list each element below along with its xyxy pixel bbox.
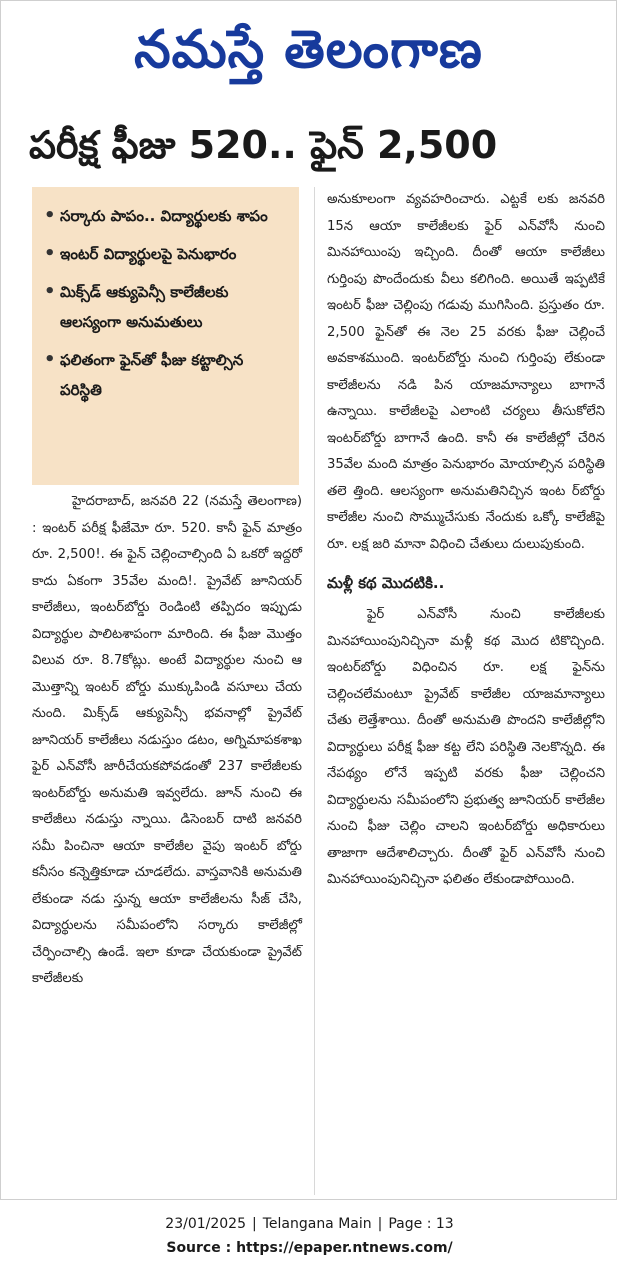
article-column-right	[327, 187, 605, 894]
highlight-item	[44, 345, 289, 405]
highlight-item	[44, 277, 289, 337]
highlight-item	[44, 239, 289, 269]
article-column-left	[32, 489, 302, 993]
newspaper-masthead: నమస్తే తెలంగాణ	[134, 19, 483, 80]
highlights-box	[32, 187, 299, 485]
source-label: Source :	[166, 1240, 237, 1256]
article-paragraph: ఫైర్ ఎన్‌వోసీ నుంచి కాలేజీలకు మినహాయింపునిచ్చినా మళ్లీ కథ మొద టికొచ్చింది. ఇంటర్‌బోర్డు విధించిన రూ. లక్ష ఫైన్‌ను చెల్లించలేమంటూ ప్రైవేట్ కాలేజీల యాజమాన్యాలు చేతు లెత్తేశాయి. దీంతో అనుమతి పొందని కాలేజీల్లోని విద్యార్థులు పరీక్ష ఫీజు కట్ట లేని పరిస్థితి నెలకొన్నది. ఈ నేపథ్యం లోనే ఇప్పటి వరకు ఫీజు చెల్లించని విద్యార్థులను సమీపంలోని ప్రభుత్వ జూనియర్ కాలేజీల నుంచి ఫీజు చెల్లిం చాలని ఇంటర్‌బోర్డు అధికారులు తాజాగా ఆదేశాలిచ్చారు. దీంతో ఫైర్ ఎన్‌వోసీ నుంచి మినహాయింపునిచ్చినా ఫలితం లేకుండాపోయింది.	[327, 607, 605, 887]
highlight-text: ఇంటర్ విద్యార్థులపై పెనుభారం	[60, 245, 237, 263]
highlight-text: ఫలితంగా ఫైన్‌తో ఫీజు కట్టాల్సిన పరిస్థితి	[60, 351, 244, 399]
article-subheading: మళ్లీ కథ మొదటికి..	[327, 574, 445, 592]
edition-name: Telangana Main	[262, 1216, 372, 1232]
bullet-icon: •	[44, 205, 56, 226]
source-link[interactable]: https://epaper.ntnews.com/	[236, 1240, 453, 1256]
bullet-icon: •	[44, 281, 56, 302]
clipping-info: 23/01/2025 | Telangana Main | Page : 13	[165, 1216, 454, 1232]
highlight-text: మిక్స్‌డ్ ఆక్యుపెన్సీ కాలేజీలకు ఆలస్యంగా అనుమతులు	[60, 283, 229, 331]
article-paragraph: అనుకూలంగా వ్యవహరించారు. ఎట్టకే లకు జనవరి 15న ఆయా కాలేజీలకు ఫైర్ ఎన్‌వోసీ నుంచి మినహాయింపు ఇచ్చింది. దీంతో ఆయా కాలేజీలు గుర్తింపు పొందేందుకు వీలు కలిగింది. అయితే ఇప్పటికే ఇంటర్ ఫీజు చెల్లింపు గడువు ముగిసింది. ప్రస్తుతం రూ. 2,500 ఫైన్‌తో ఈ నెల 25 వరకు ఫీజు చెల్లించే అవకాశముంది. ఇంటర్‌బోర్డు నుంచి గుర్తింపు లేకుండా కాలేజీలను నడి పిన యాజమాన్యాలు బాగానే ఉన్నాయి. కాలేజీలపై ఎలాంటి చర్యలు తీసుకోలేని ఇంటర్‌బోర్డు బాగానే ఉంది. కానీ ఈ కాలేజీల్లో చేరిన 35వేల మంది మాత్రం పెనుభారం మోయాల్సిన పరిస్థితి తలె త్తింది. ఆలస్యంగా అనుమతినిచ్చిన ఇంట ర్‌బోర్డు కాలేజీల నుంచి సొమ్ముచేసుకు నేందుకు ఒక్కో కాలేజీపై రూ. లక్ష జరి మానా విధించి చేతులు దులుపుకుంది.	[327, 192, 605, 552]
column-divider	[314, 187, 315, 1195]
page-number: Page : 13	[388, 1216, 454, 1232]
publication-date: 23/01/2025	[165, 1216, 246, 1232]
bullet-icon: •	[44, 349, 56, 370]
source-line	[0, 1240, 619, 1256]
highlight-item	[44, 201, 289, 231]
bullet-icon: •	[44, 243, 56, 264]
article-paragraph: హైదరాబాద్, జనవరి 22 (నమస్తే తెలంగాణ) : ఇంటర్ పరీక్ష ఫీజేమో రూ. 520. కానీ ఫైన్ మాత్రం రూ. 2,500!. ఈ ఫైన్ చెల్లించాల్సింది ఏ ఒకరో ఇద్దరో కాదు ఏకంగా 35వేల మంది!. ప్రైవేట్ జూనియర్ కాలేజీలు, ఇంటర్‌బోర్డు రెండింటి తప్పిదం ఇప్పుడు విద్యార్థుల పాలిటశాపంగా మారింది. ఈ ఫీజు మొత్తం విలువ రూ. 8.7కోట్లు. అంటే విద్యార్థుల నుంచి ఆ మొత్తాన్ని ఇంటర్ బోర్డు ముక్కుపిండి వసూలు చేయ నుంది. మిక్స్‌డ్ ఆక్యుపెన్సీ భవనాల్లో ప్రైవేట్ జూనియర్ కాలేజీలు నడుస్తుం డటం, అగ్నిమాపకశాఖ ఫైర్ ఎన్‌వోసీ జారీచేయకపోవడంతో 237 కాలేజీలకు ఇంటర్‌బోర్డు అనుమతి ఇవ్వలేదు. జూన్ నుంచి ఈ కాలేజీలు నడుస్తు న్నాయి. డిసెంబర్ దాటి జనవరి సమీ పించినా ఆయా కాలేజీల వైపు ఇంటర్ బోర్డు కనీసం కన్నెత్తికూడా చూడలేదు. వాస్తవానికి అనుమతి లేకుండా నడు స్తున్న ఆయా కాలేజీలను సీజ్ చేసి, విద్యార్థులను సమీపంలోని సర్కారు కాలేజీల్లో చేర్పించాల్సి ఉండే. ఇలా కూడా చేయకుండా ప్రైవేట్ కాలేజీలకు	[32, 494, 302, 986]
article-headline: పరీక్ష ఫీజు 520.. ఫైన్ 2,500	[29, 123, 498, 167]
highlight-text: సర్కారు పాపం.. విద్యార్థులకు శాపం	[60, 207, 268, 225]
